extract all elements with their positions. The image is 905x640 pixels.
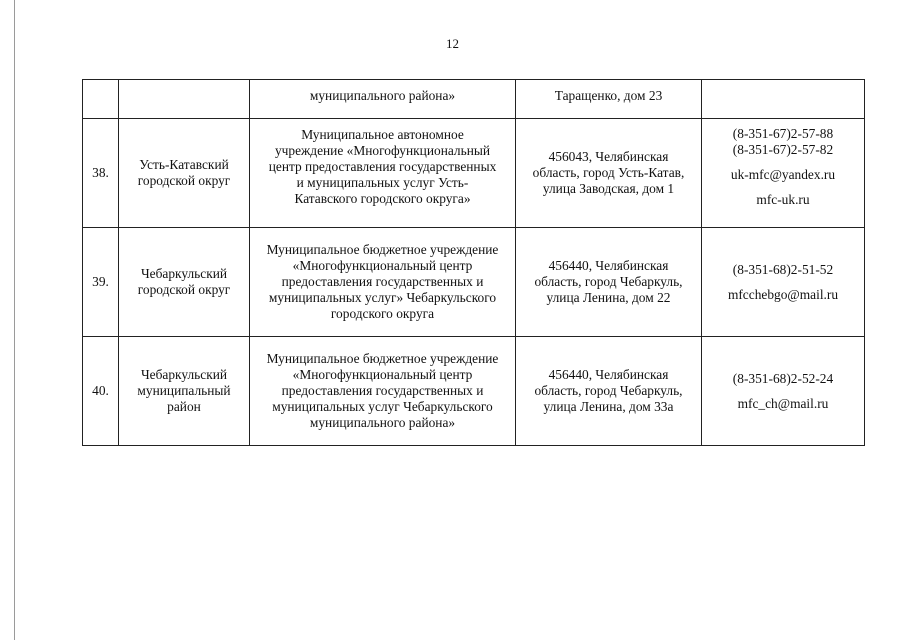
district-line: район [167,399,201,414]
district-line: муниципальный [137,383,231,398]
address-line: улица Заводская, дом 1 [542,181,675,196]
address-line: область, город Усть-Катав, [532,165,685,180]
district-line: Чебаркульский [140,266,228,281]
phone-number: (8-351-67)2-57-88 [732,126,834,141]
cell-contacts [702,228,865,337]
district-line: Чебаркульский [140,367,228,382]
organization-line: муниципального района» [309,88,456,103]
cell-contacts [702,80,865,119]
page-edge-line [14,0,15,640]
district-line: Усть-Катавский [139,157,229,172]
cell-organization [250,119,516,228]
phone-number: (8-351-68)2-52-24 [732,370,834,386]
cell-contacts [702,119,865,228]
organization-line: муниципального района» [309,415,456,430]
cell-district [119,119,250,228]
address-line: улица Ленина, дом 22 [546,290,671,305]
cell-num [83,80,119,119]
organization-line: центр предоставления государственных [268,159,497,174]
organization-line: городского округа [330,306,435,321]
address-line: область, город Чебаркуль, [534,383,683,398]
email-address: uk-mfc@yandex.ru [730,167,836,182]
cell-district [119,80,250,119]
organization-line: и муниципальных услуг Усть- [296,175,469,190]
cell-address [516,80,702,119]
cell-address [516,228,702,337]
cell-organization [250,337,516,446]
district-line: городской округ [137,173,231,188]
cell-contacts [702,337,865,446]
email-address: mfcchebgo@mail.ru [727,286,839,302]
cell-organization [250,228,516,337]
organization-line: Катавского городского округа» [294,191,471,206]
organization-line: Муниципальное бюджетное учреждение [266,242,499,257]
cell-district [119,337,250,446]
phone-number: (8-351-67)2-57-82 [732,142,834,157]
organization-line: Муниципальное автономное [301,127,464,142]
cell-organization [250,80,516,119]
cell-district [119,228,250,337]
district-line: городской округ [137,282,231,297]
address-line: 456440, Челябинская [548,367,669,382]
cell-num: 39. [83,228,119,337]
page-number: 12 [446,36,459,51]
address-line: 456043, Челябинская [548,149,669,164]
table-row-continuation [83,80,865,119]
organization-line: «Многофункциональный центр [292,367,473,382]
table-row [83,119,865,228]
organization-line: учреждение «Многофункциональный [274,143,491,158]
cell-num: 40. [83,337,119,446]
table-row [83,228,865,337]
address-line: Таращенко, дом 23 [554,88,663,103]
email-address: mfc_ch@mail.ru [737,395,829,411]
table-row [83,337,865,446]
address-line: улица Ленина, дом 33а [543,399,674,414]
organization-line: муниципальных услуг» Чебаркульского [268,290,497,305]
phone-number: (8-351-68)2-51-52 [732,261,834,277]
organization-line: Муниципальное бюджетное учреждение [266,351,499,366]
mfc-table [82,79,865,446]
website-address: mfc-uk.ru [756,192,810,207]
cell-address [516,119,702,228]
address-line: 456440, Челябинская [548,258,669,273]
cell-address [516,337,702,446]
organization-line: предоставления государственных и [281,274,484,289]
cell-num: 38. [83,119,119,228]
organization-line: «Многофункциональный центр [292,258,473,273]
organization-line: предоставления государственных и [281,383,484,398]
organization-line: муниципальных услуг Чебаркульского [272,399,493,414]
address-line: область, город Чебаркуль, [534,274,683,289]
